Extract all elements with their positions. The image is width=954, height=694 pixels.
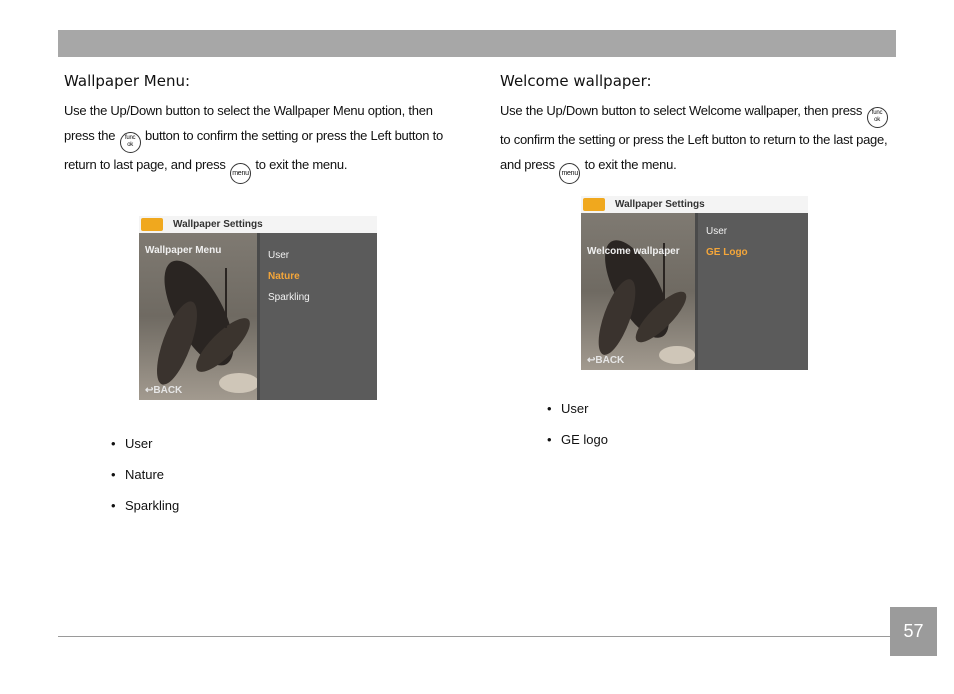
screen-header: Wallpaper Settings (139, 216, 377, 233)
screen-option-label: Wallpaper Menu (145, 245, 222, 256)
back-label: ↩BACK (587, 355, 625, 366)
menu-button-icon: menu (230, 163, 251, 184)
wallpaper-settings-icon (583, 198, 605, 211)
screen-menu-panel (695, 213, 808, 370)
screen-menu-item-ge-logo: GE Logo (706, 247, 748, 258)
flower-silhouette-icon (581, 213, 695, 370)
screen-menu-item-sparkling: Sparkling (268, 292, 310, 303)
func-ok-button-icon: func ok (867, 107, 888, 128)
list-item: • User (547, 393, 608, 424)
screen-menu-item-user: User (706, 226, 728, 237)
list-item: • User (111, 428, 179, 459)
back-label: ↩BACK (145, 385, 183, 396)
wallpaper-settings-icon (141, 218, 163, 231)
menu-button-icon: menu (559, 163, 580, 184)
instruction-paragraph: Use the Up/Down button to select the Wallpaper Menu option, then press the func ok button to confirm the setting or press the Left button to return to last page, and press menu to exit the menu. (64, 99, 464, 184)
left-bullet-list (111, 428, 179, 521)
section-heading-wallpaper-menu: Wallpaper Menu: (64, 72, 191, 90)
camera-screen-welcome-wallpaper (581, 196, 808, 370)
screen-menu-item-user: User (268, 250, 290, 261)
flower-silhouette-icon (139, 233, 257, 400)
wallpaper-preview-photo (139, 233, 257, 400)
func-ok-button-icon: func ok (120, 132, 141, 153)
camera-screen-wallpaper-menu (139, 216, 377, 400)
list-item: • GE logo (547, 424, 608, 455)
screen-menu-panel (257, 233, 377, 400)
footer-rule (58, 636, 890, 637)
screen-menu-item-nature: Nature (268, 271, 300, 282)
screen-option-label: Welcome wallpaper (587, 246, 680, 257)
right-column (500, 70, 900, 184)
screen-header: Wallpaper Settings (581, 196, 808, 213)
page-number: 57 (890, 607, 937, 656)
list-item: • Nature (111, 459, 179, 490)
wallpaper-preview-photo (581, 213, 695, 370)
section-heading-welcome-wallpaper: Welcome wallpaper: (500, 72, 652, 90)
top-header-bar (58, 30, 896, 57)
left-column (64, 70, 464, 184)
list-item: • Sparkling (111, 490, 179, 521)
instruction-paragraph: Use the Up/Down button to select Welcome wallpaper, then press func ok to confirm the setting or press the Left button to return to the last page, and press menu to exit the menu. (500, 99, 900, 184)
right-bullet-list (547, 393, 608, 455)
